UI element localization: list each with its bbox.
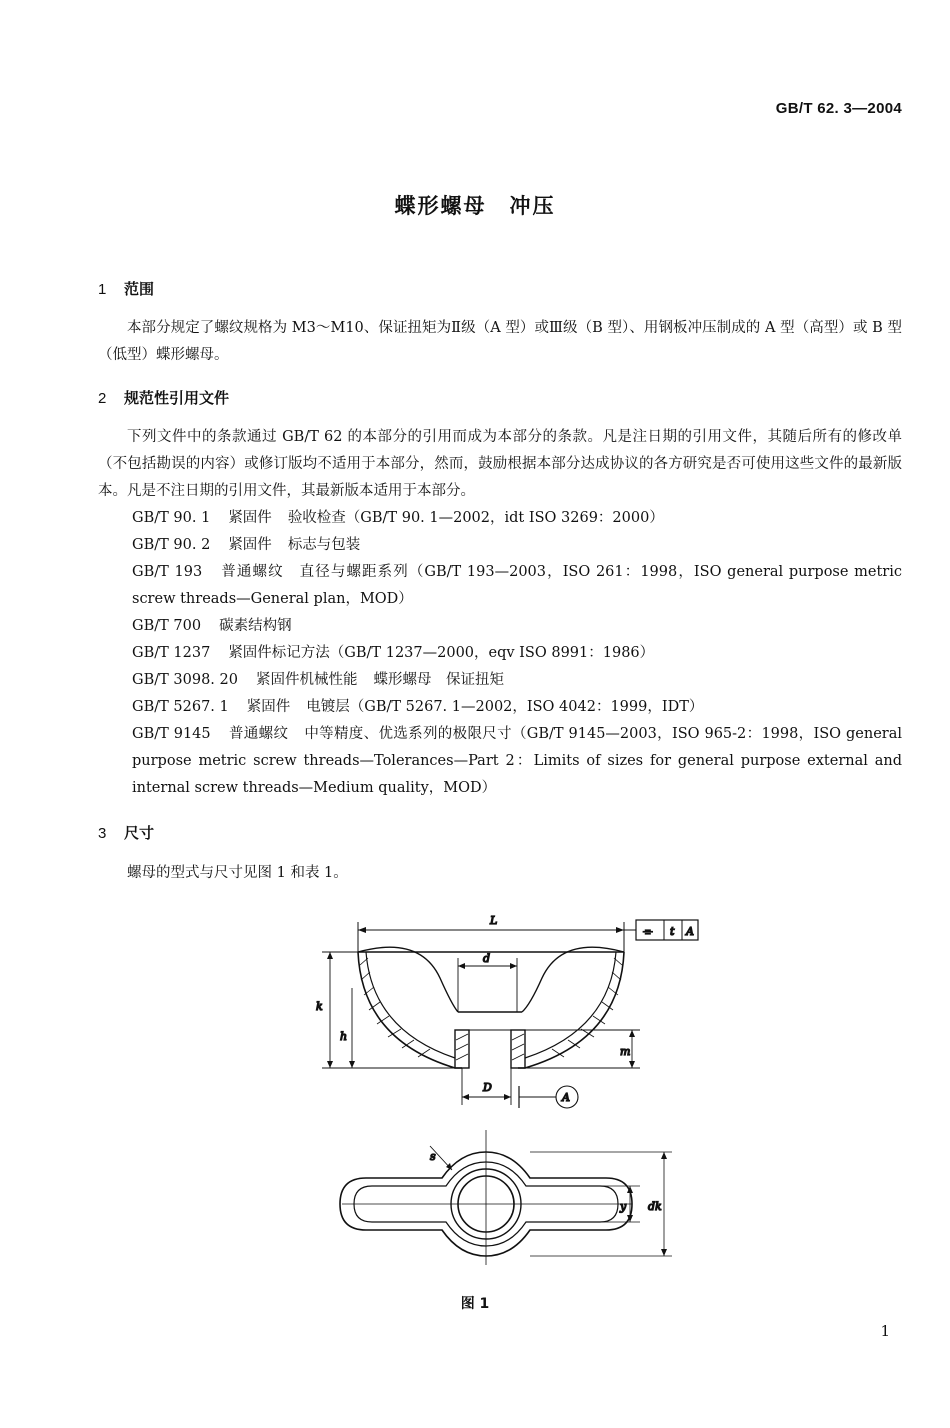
dim-label-k: k <box>316 1000 323 1013</box>
page-number: 1 <box>880 1322 890 1340</box>
reference-item: GB/T 9145 普通螺纹 中等精度、优选系列的极限尺寸（GB/T 9145—2003，ISO 965-2：1998，ISO general purpose metric screw threads—Tolerances—Part 2：Limits of sizes for general purpose external and internal screw threads—Medium quality，MOD） <box>132 726 902 796</box>
dim-label-dk: dk <box>648 1200 662 1213</box>
dim-label-L: L <box>490 914 498 927</box>
reference-item: GB/T 193 普通螺纹 直径与螺距系列（GB/T 193—2003，ISO 261：1998，ISO general purpose metric screw threads—General plan，MOD） <box>132 564 902 607</box>
reference-item: GB/T 3098. 20 紧固件机械性能 蝶形螺母 保证扭矩 <box>132 672 504 688</box>
tolerance-t: t <box>670 925 675 938</box>
standard-code: GB/T 62. 3—2004 <box>775 100 902 117</box>
dim-label-h: h <box>340 1030 348 1043</box>
reference-item: GB/T 700 碳素结构钢 <box>132 618 292 634</box>
section-number: 2 <box>98 390 107 407</box>
section-1-paragraph: 本部分规定了螺纹规格为 M3～M10、保证扭矩为Ⅱ级（A 型）或Ⅲ级（B 型）、用钢板冲压制成的 A 型（高型）或 B 型（低型）蝶形螺母。 <box>98 320 902 363</box>
tolerance-datum: A <box>686 925 694 938</box>
dim-label-y: y <box>620 1200 627 1213</box>
section-number: 3 <box>98 825 107 842</box>
section-2-paragraph: 下列文件中的条款通过 GB/T 62 的本部分的引用而成为本部分的条款。凡是注日期的引用文件，其随后所有的修改单（不包括勘误的内容）或修订版均不适用于本部分，然而，鼓励根据本部分达成协议的各方研究是否可使用这些文件的最新版本。凡是不注日期的引用文件，其最新版本适用于本部分。 <box>98 429 902 499</box>
section-title: 规范性引用文件 <box>124 389 230 407</box>
reference-item: GB/T 5267. 1 紧固件 电镀层（GB/T 5267. 1—2002，ISO 4042：1999，IDT） <box>132 699 704 715</box>
section-title: 范围 <box>124 280 155 298</box>
top-view <box>340 1130 672 1265</box>
dim-label-s: s <box>430 1150 436 1163</box>
datum-label: A <box>562 1091 570 1104</box>
side-section-view <box>316 914 698 1108</box>
reference-item: GB/T 1237 紧固件标记方法（GB/T 1237—2000，eqv ISO 8991：1986） <box>132 645 655 661</box>
section-title: 尺寸 <box>124 824 155 842</box>
reference-item: GB/T 90. 2 紧固件 标志与包装 <box>132 537 361 553</box>
figure-caption: 图 1 <box>460 1296 490 1312</box>
dim-label-m: m <box>620 1045 631 1058</box>
reference-item: GB/T 90. 1 紧固件 验收检查（GB/T 90. 1—2002，idt ISO 3269：2000） <box>132 510 664 526</box>
flatness-symbol-icon: ⌯ <box>643 924 653 938</box>
section-3-paragraph: 螺母的型式与尺寸见图 1 和表 1。 <box>127 865 348 881</box>
dim-label-D: D <box>483 1081 492 1094</box>
dim-label-d: d <box>483 952 491 965</box>
page-title: 蝶形螺母 冲压 <box>394 194 556 218</box>
section-number: 1 <box>98 281 107 298</box>
